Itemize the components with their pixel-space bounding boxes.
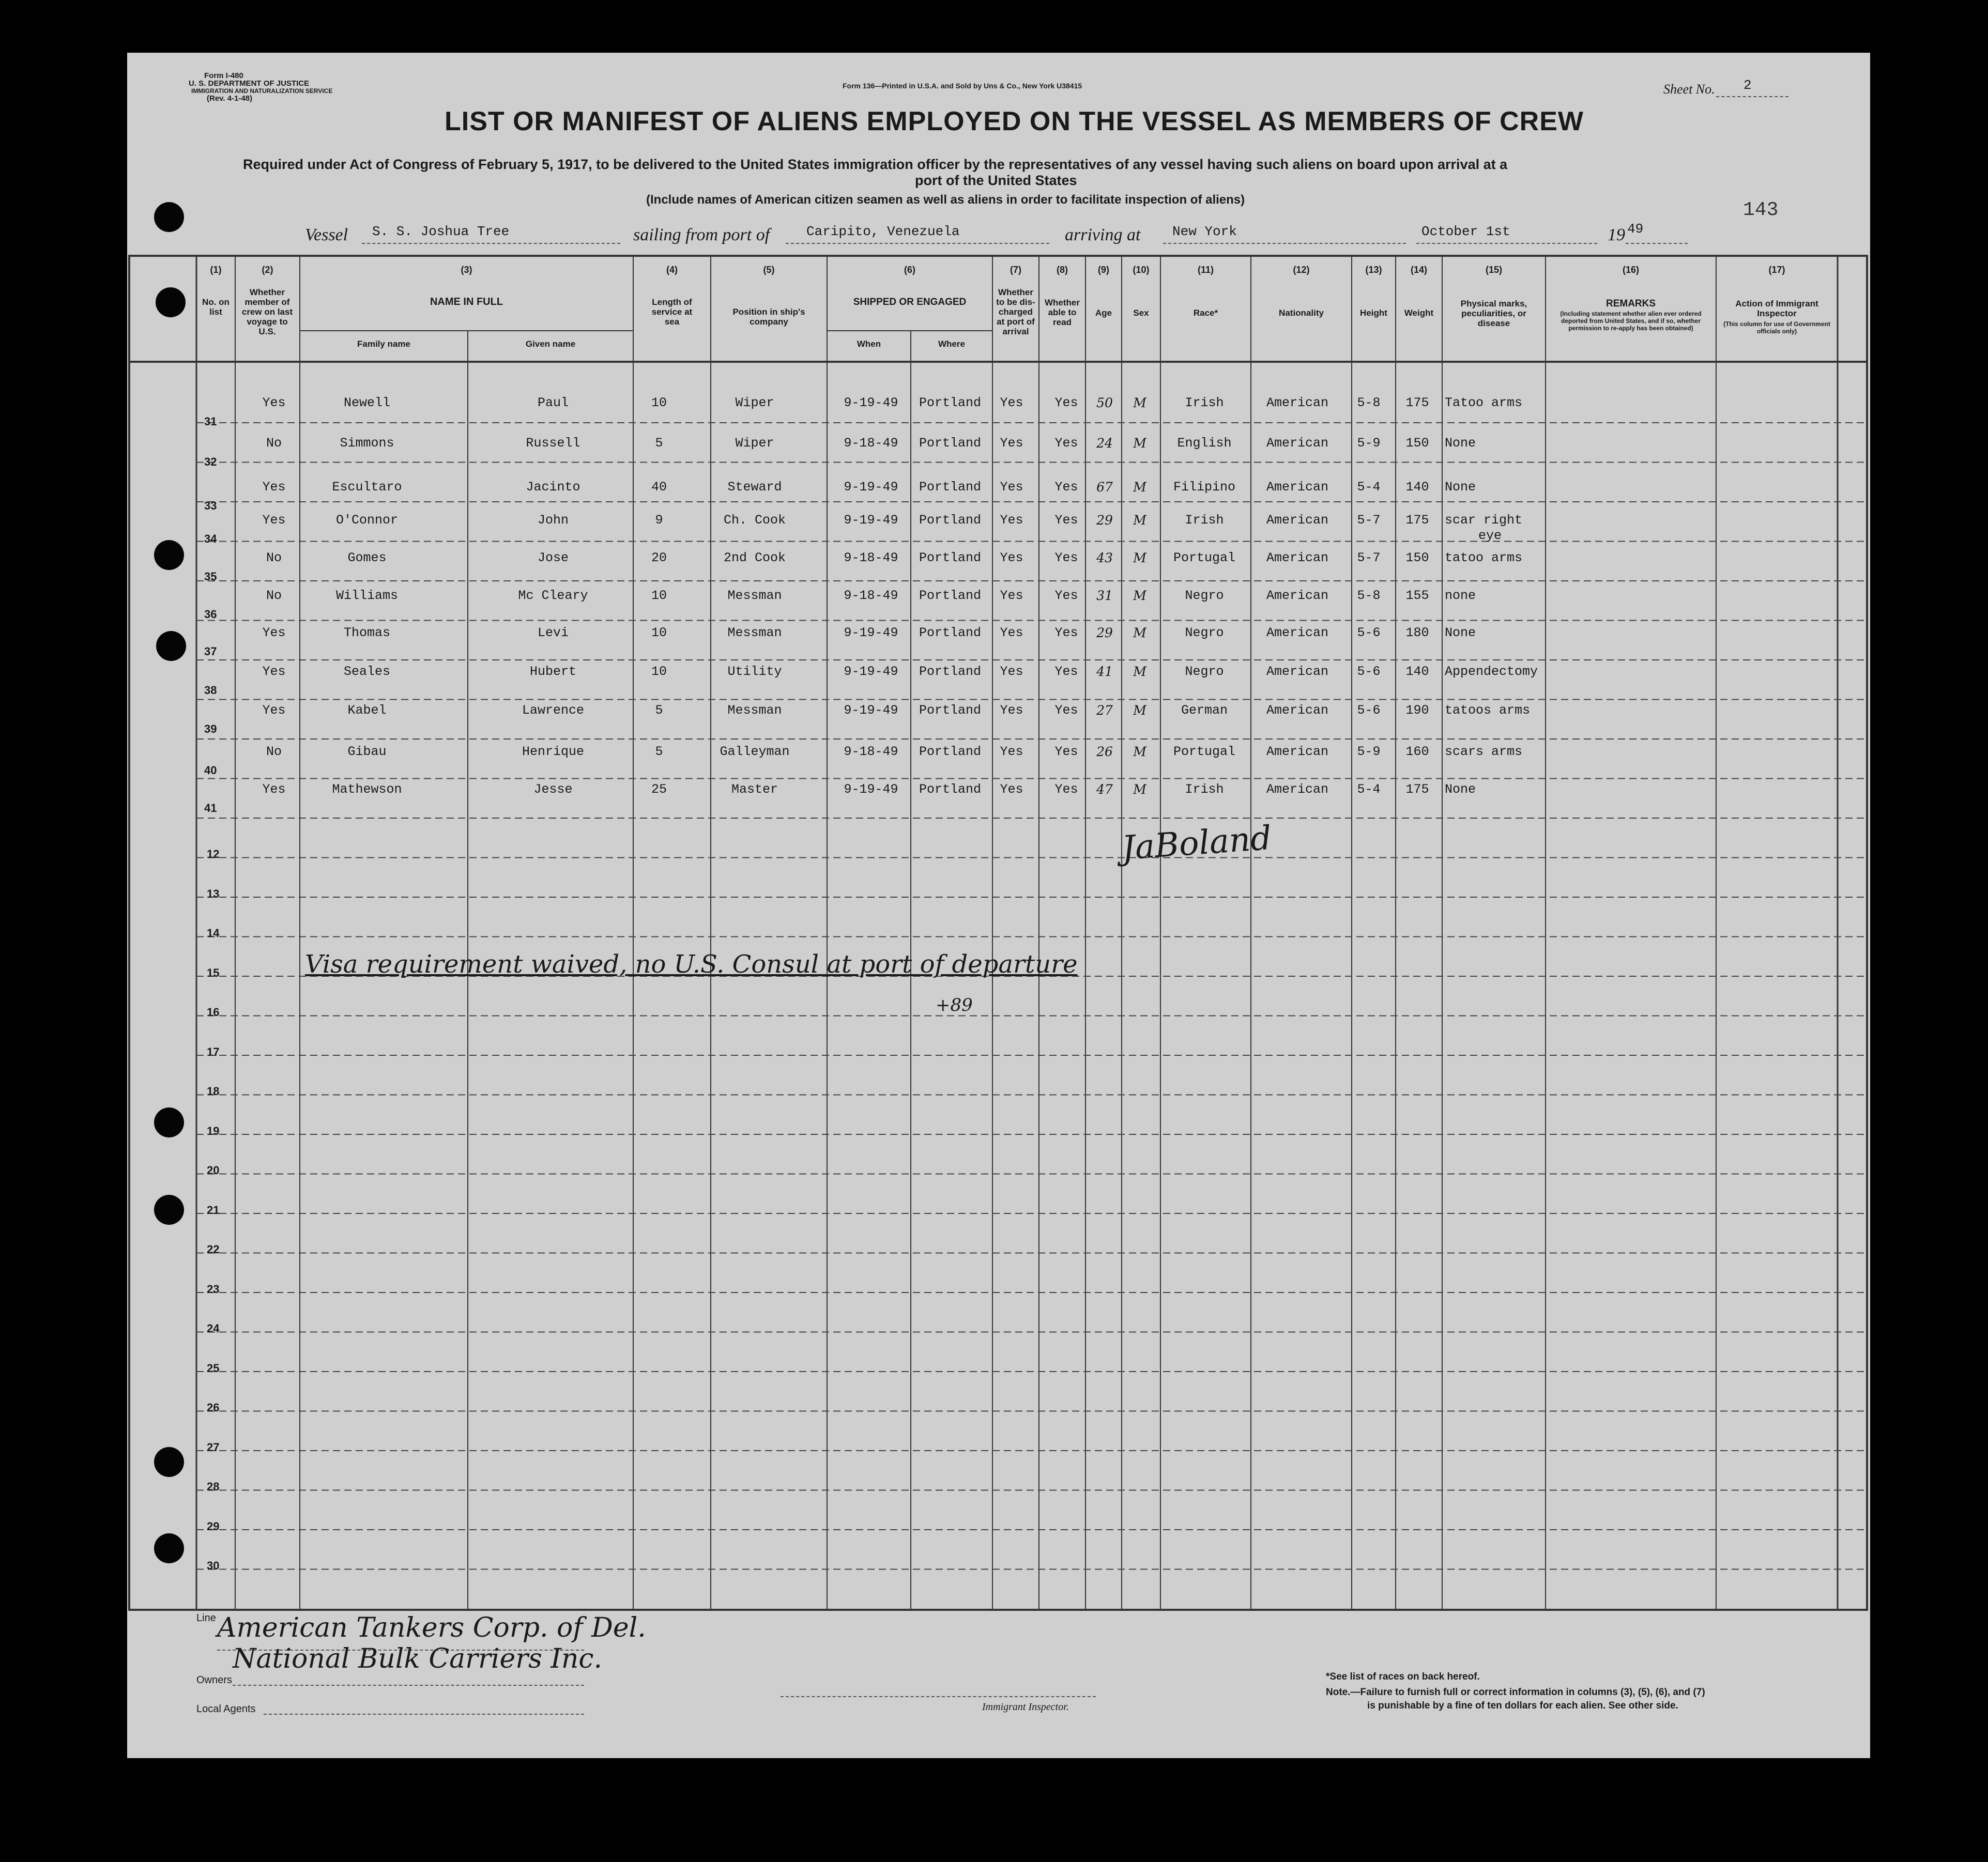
cell-family: Gibau: [347, 744, 387, 759]
cell-discharge: Yes: [1000, 513, 1023, 528]
cell-height: 5-8: [1357, 395, 1381, 410]
printer-line: Form 136—Printed in U.S.A. and Sold by Uns & Co., New York U38415: [843, 82, 1082, 90]
cell-given: Paul: [537, 395, 569, 410]
col-5-number: (5): [763, 265, 775, 275]
row-number: 33: [204, 499, 217, 512]
arrival-port: New York: [1172, 224, 1237, 239]
cell-race: Filipino: [1173, 480, 1236, 495]
col-1-number: (1): [210, 265, 222, 275]
cell-when: 9-19-49: [844, 513, 898, 528]
cell-where: Portland: [919, 782, 982, 797]
empty-row-number: 25: [207, 1361, 220, 1375]
vessel-name: S. S. Joshua Tree: [372, 224, 510, 239]
cell-when: 9-18-49: [844, 436, 898, 451]
cell-age: 41: [1096, 664, 1113, 679]
row-number: 36: [204, 608, 217, 621]
cell-family: Kabel: [347, 703, 387, 718]
cell-read: Yes: [1054, 664, 1078, 679]
cell-read: Yes: [1054, 625, 1078, 640]
cell-marks: None: [1445, 436, 1476, 451]
cell-height: 5-6: [1357, 664, 1381, 679]
empty-row-number: 13: [207, 887, 220, 900]
col-9-number: (9): [1098, 265, 1109, 275]
empty-row-number: 15: [207, 966, 220, 979]
races-note: *See list of races on back hereof.: [1326, 1671, 1480, 1682]
inspector-signature: JaBoland: [1120, 819, 1273, 868]
subtitle-line-2: port of the United States: [915, 173, 1077, 188]
cell-family: Williams: [335, 588, 399, 603]
cell-position: Steward: [727, 480, 782, 495]
empty-row-number: 20: [207, 1164, 220, 1177]
col-16-subheader: (Including statement whether alien ever ordered deported from United States, and if so, whether permission to re-apply has been obtained): [1560, 310, 1702, 332]
cell-where: Portland: [919, 550, 982, 565]
where-header: Where: [938, 339, 965, 349]
cell-weight: 150: [1405, 436, 1429, 451]
cell-marks: scars arms: [1445, 744, 1523, 759]
family-name-header: Family name: [357, 339, 410, 349]
cell-race: English: [1177, 436, 1232, 451]
owners-rule: [233, 1685, 584, 1686]
col-2-header: Whether member of crew on last voyage to U.S.: [241, 287, 293, 336]
col-5-header: Position in ship's company: [732, 307, 805, 327]
cell-given: Lawrence: [522, 703, 585, 718]
cell-sex: M: [1133, 395, 1146, 410]
col-7-header: Whether to be dis-charged at port of arrival: [996, 287, 1035, 336]
cell-sex: M: [1133, 744, 1146, 759]
empty-row-number: 17: [207, 1045, 220, 1058]
cell-weight: 175: [1405, 782, 1429, 797]
col-14-number: (14): [1410, 265, 1427, 275]
row-number: 41: [204, 802, 217, 814]
empty-row-number: 16: [207, 1006, 220, 1019]
empty-row-number: 19: [207, 1124, 220, 1137]
cell-marks: scar right: [1445, 513, 1523, 528]
inspector-label: Immigrant Inspector.: [982, 1701, 1069, 1713]
year-prefix: 19: [1608, 225, 1625, 244]
arrival-date: October 1st: [1421, 224, 1510, 239]
col-15-header: Physical marks, peculiarities, or disease: [1460, 299, 1527, 328]
col-11-number: (11): [1197, 265, 1214, 275]
cell-weight: 150: [1405, 550, 1429, 565]
empty-row-number: 18: [207, 1085, 220, 1098]
cell-nationality: American: [1266, 550, 1329, 565]
cell-when: 9-19-49: [844, 782, 898, 797]
cell-sex: M: [1133, 664, 1146, 679]
col-7-number: (7): [1010, 265, 1021, 275]
cell-sex: M: [1133, 703, 1146, 718]
col-4-header: Length of service at sea: [651, 297, 693, 327]
row-number: 32: [204, 455, 217, 468]
col-17-number: (17): [1768, 265, 1785, 275]
cell-where: Portland: [919, 588, 982, 603]
cell-marks-continued: eye: [1478, 528, 1502, 543]
col-1-header: No. on list: [202, 297, 230, 317]
cell-service: 5: [655, 436, 663, 451]
cell-family: Gomes: [347, 550, 387, 565]
cell-last: No: [266, 436, 282, 451]
cell-nationality: American: [1266, 513, 1329, 528]
form-agency: U. S. DEPARTMENT OF JUSTICE: [189, 79, 310, 88]
col-4-number: (4): [666, 265, 678, 275]
cell-nationality: American: [1266, 782, 1329, 797]
cell-age: 43: [1096, 550, 1113, 565]
when-header: When: [857, 339, 881, 349]
cell-given: Levi: [537, 625, 569, 640]
empty-row-number: 26: [207, 1401, 220, 1414]
cell-height: 5-6: [1357, 625, 1381, 640]
cell-last: Yes: [262, 513, 286, 528]
cell-discharge: Yes: [1000, 588, 1023, 603]
cell-sex: M: [1133, 625, 1146, 640]
cell-nationality: American: [1266, 625, 1329, 640]
col-12-header: Nationality: [1279, 308, 1324, 318]
empty-row-number: 22: [207, 1243, 220, 1256]
agents-label: Local Agents: [196, 1703, 256, 1715]
cell-where: Portland: [919, 703, 982, 718]
col-10-number: (10): [1133, 265, 1150, 275]
cell-position: Ch. Cook: [723, 513, 786, 528]
col-13-header: Height: [1360, 308, 1387, 318]
cell-where: Portland: [919, 513, 982, 528]
row-number: 39: [204, 722, 217, 735]
cell-read: Yes: [1054, 550, 1078, 565]
cell-family: O'Connor: [335, 513, 399, 528]
empty-row-number: 23: [207, 1282, 220, 1296]
cell-weight: 190: [1405, 703, 1429, 718]
page-stamp: 143: [1743, 199, 1779, 221]
agents-rule: [264, 1714, 584, 1715]
cell-given: Jacinto: [526, 480, 580, 495]
cell-height: 5-9: [1357, 744, 1381, 759]
form-service: IMMIGRATION AND NATURALIZATION SERVICE: [191, 87, 333, 95]
cell-when: 9-19-49: [844, 480, 898, 495]
row-number: 38: [204, 684, 217, 697]
cell-position: Wiper: [735, 436, 774, 451]
cell-where: Portland: [919, 395, 982, 410]
cell-height: 5-4: [1357, 480, 1381, 495]
owners-label: Owners: [196, 1674, 232, 1686]
cell-family: Mathewson: [332, 782, 402, 797]
col-16-header: REMARKS: [1605, 298, 1656, 309]
cell-weight: 160: [1405, 744, 1429, 759]
penalty-note-2: is punishable by a fine of ten dollars for each alien. See other side.: [1367, 1700, 1678, 1711]
cell-where: Portland: [919, 664, 982, 679]
col-14-header: Weight: [1404, 308, 1434, 318]
cell-sex: M: [1133, 513, 1146, 528]
empty-row-number: 12: [207, 848, 220, 860]
cell-weight: 140: [1405, 480, 1429, 495]
cell-position: Messman: [727, 703, 782, 718]
cell-given: Henrique: [522, 744, 585, 759]
cell-discharge: Yes: [1000, 625, 1023, 640]
empty-row-number: 24: [207, 1322, 220, 1335]
cell-sex: M: [1133, 782, 1146, 797]
cell-race: Irish: [1185, 513, 1224, 528]
cell-marks: Tatoo arms: [1445, 395, 1523, 410]
col-3-header: NAME IN FULL: [430, 296, 503, 307]
empty-row-number: 14: [207, 927, 220, 940]
cell-race: Negro: [1185, 664, 1224, 679]
cell-marks: Appendectomy: [1445, 664, 1538, 679]
cell-nationality: American: [1266, 588, 1329, 603]
cell-given: Russell: [526, 436, 580, 451]
cell-position: Messman: [727, 625, 782, 640]
col-3-number: (3): [461, 265, 472, 275]
cell-position: Utility: [727, 664, 782, 679]
cell-height: 5-6: [1357, 703, 1381, 718]
cell-race: German: [1181, 703, 1228, 718]
cell-race: Portugal: [1173, 550, 1236, 565]
cell-nationality: American: [1266, 744, 1329, 759]
cell-last: Yes: [262, 480, 286, 495]
cell-where: Portland: [919, 480, 982, 495]
cell-read: Yes: [1054, 513, 1078, 528]
cell-discharge: Yes: [1000, 744, 1023, 759]
cell-when: 9-19-49: [844, 395, 898, 410]
cell-age: 29: [1096, 513, 1113, 528]
cell-height: 5-9: [1357, 436, 1381, 451]
cell-given: Mc Cleary: [518, 588, 588, 603]
cell-last: Yes: [262, 625, 286, 640]
cell-race: Negro: [1185, 625, 1224, 640]
cell-age: 27: [1096, 703, 1113, 718]
cell-read: Yes: [1054, 480, 1078, 495]
cell-family: Simmons: [340, 436, 394, 451]
cell-given: Jose: [537, 550, 569, 565]
cell-last: No: [266, 744, 282, 759]
col-6-number: (6): [904, 265, 915, 275]
cell-given: Jesse: [533, 782, 573, 797]
cell-service: 10: [651, 664, 667, 679]
arrival-year: 49: [1627, 221, 1644, 237]
cell-read: Yes: [1054, 744, 1078, 759]
cell-race: Irish: [1185, 395, 1224, 410]
cell-nationality: American: [1266, 395, 1329, 410]
cell-age: 67: [1096, 480, 1113, 495]
row-number: 34: [204, 532, 217, 545]
col-8-header: Whether able to read: [1045, 298, 1080, 327]
cell-marks: tatoos arms: [1445, 703, 1531, 718]
cell-weight: 175: [1405, 395, 1429, 410]
cell-read: Yes: [1054, 588, 1078, 603]
cell-discharge: Yes: [1000, 664, 1023, 679]
owners-value: National Bulk Carriers Inc.: [233, 1643, 603, 1674]
row-number: 31: [204, 415, 217, 428]
arriving-label: arriving at: [1065, 225, 1141, 244]
cell-position: Galleyman: [720, 744, 790, 759]
col-6-header: SHIPPED OR ENGAGED: [853, 297, 967, 307]
cell-read: Yes: [1054, 782, 1078, 797]
cell-when: 9-19-49: [844, 664, 898, 679]
cell-marks: None: [1445, 782, 1476, 797]
cell-marks: tatoo arms: [1445, 550, 1523, 565]
cell-last: Yes: [262, 703, 286, 718]
cell-age: 50: [1096, 395, 1113, 410]
cell-service: 10: [651, 625, 667, 640]
inspector-rule: [781, 1696, 1096, 1697]
cell-position: Wiper: [735, 395, 774, 410]
cell-when: 9-19-49: [844, 625, 898, 640]
cell-family: Thomas: [343, 625, 390, 640]
cell-service: 25: [651, 782, 667, 797]
cell-service: 5: [655, 744, 663, 759]
cell-service: 40: [651, 480, 667, 495]
col-15-number: (15): [1485, 265, 1502, 275]
cell-read: Yes: [1054, 703, 1078, 718]
cell-sex: M: [1133, 480, 1146, 495]
cell-read: Yes: [1054, 395, 1078, 410]
cell-when: 9-18-49: [844, 550, 898, 565]
line-label: Line: [196, 1612, 216, 1624]
cell-marks: None: [1445, 480, 1476, 495]
subtitle-line-3: (Include names of American citizen seamen as well as aliens in order to facilitate inspection of aliens): [646, 193, 1245, 207]
col-16-number: (16): [1622, 265, 1639, 275]
line-value: American Tankers Corp. of Del.: [217, 1612, 646, 1643]
cell-family: Newell: [343, 395, 390, 410]
cell-age: 47: [1096, 782, 1113, 797]
cell-marks: None: [1445, 625, 1476, 640]
cell-height: 5-7: [1357, 550, 1381, 565]
cell-last: Yes: [262, 782, 286, 797]
cell-nationality: American: [1266, 436, 1329, 451]
cell-family: Escultaro: [332, 480, 402, 495]
cell-sex: M: [1133, 436, 1146, 451]
cell-given: Hubert: [529, 664, 576, 679]
cell-last: Yes: [262, 664, 286, 679]
cell-weight: 140: [1405, 664, 1429, 679]
cell-discharge: Yes: [1000, 436, 1023, 451]
empty-row-number: 28: [207, 1480, 220, 1493]
row-number: 37: [204, 645, 217, 658]
cell-service: 10: [651, 588, 667, 603]
cell-age: 26: [1096, 744, 1113, 759]
cell-last: Yes: [262, 395, 286, 410]
cell-when: 9-19-49: [844, 703, 898, 718]
cell-last: No: [266, 550, 282, 565]
row-number: 40: [204, 764, 217, 777]
cell-age: 24: [1096, 436, 1113, 451]
cell-height: 5-7: [1357, 513, 1381, 528]
cell-service: 5: [655, 703, 663, 718]
form-revision: (Rev. 4-1-48): [207, 94, 253, 103]
cell-race: Irish: [1185, 782, 1224, 797]
visa-initials: +89: [936, 995, 973, 1015]
empty-row-number: 21: [207, 1203, 220, 1217]
cell-age: 29: [1096, 625, 1113, 640]
cell-discharge: Yes: [1000, 703, 1023, 718]
cell-nationality: American: [1266, 703, 1329, 718]
sailing-label: sailing from port of: [633, 225, 770, 244]
cell-discharge: Yes: [1000, 395, 1023, 410]
col-10-header: Sex: [1133, 308, 1149, 318]
sheet-number: 2: [1744, 78, 1752, 93]
departure-port: Caripito, Venezuela: [806, 224, 960, 239]
col-17-header: Action of Immigrant Inspector: [1735, 299, 1818, 318]
cell-race: Portugal: [1173, 744, 1236, 759]
cell-age: 31: [1096, 588, 1113, 603]
cell-service: 10: [651, 395, 667, 410]
cell-weight: 175: [1405, 513, 1429, 528]
cell-weight: 155: [1405, 588, 1429, 603]
cell-position: Messman: [727, 588, 782, 603]
cell-sex: M: [1133, 588, 1146, 603]
cell-height: 5-8: [1357, 588, 1381, 603]
cell-position: 2nd Cook: [723, 550, 786, 565]
cell-when: 9-18-49: [844, 588, 898, 603]
empty-row-number: 27: [207, 1440, 220, 1454]
col-2-number: (2): [262, 265, 273, 275]
manifest-title: LIST OR MANIFEST OF ALIENS EMPLOYED ON THE VESSEL AS MEMBERS OF CREW: [445, 106, 1584, 136]
penalty-note-1: Note.—Failure to furnish full or correct information in columns (3), (5), (6), and (7): [1326, 1687, 1705, 1698]
cell-when: 9-18-49: [844, 744, 898, 759]
cell-sex: M: [1133, 550, 1146, 565]
cell-where: Portland: [919, 625, 982, 640]
cell-read: Yes: [1054, 436, 1078, 451]
cell-nationality: American: [1266, 664, 1329, 679]
empty-row-number: 30: [207, 1559, 220, 1572]
col-13-number: (13): [1365, 265, 1382, 275]
cell-race: Negro: [1185, 588, 1224, 603]
cell-where: Portland: [919, 436, 982, 451]
cell-service: 9: [655, 513, 663, 528]
cell-discharge: Yes: [1000, 550, 1023, 565]
cell-height: 5-4: [1357, 782, 1381, 797]
cell-weight: 180: [1405, 625, 1429, 640]
cell-marks: none: [1445, 588, 1476, 603]
col-8-number: (8): [1057, 265, 1068, 275]
empty-row-number: 29: [207, 1519, 220, 1533]
sheet-label: Sheet No.: [1663, 82, 1715, 97]
cell-discharge: Yes: [1000, 480, 1023, 495]
cell-position: Master: [731, 782, 778, 797]
form-number: Form I-480: [204, 71, 243, 80]
row-number: 35: [204, 570, 217, 583]
cell-family: Seales: [343, 664, 390, 679]
cell-given: John: [537, 513, 569, 528]
col-17-subheader: (This column for use of Government officials only): [1723, 320, 1830, 335]
col-11-header: Race*: [1193, 308, 1218, 318]
given-name-header: Given name: [525, 339, 576, 349]
cell-last: No: [266, 588, 282, 603]
subtitle-line-1: Required under Act of Congress of February 5, 1917, to be delivered to the United States immigration officer by the representatives of any vessel having such aliens on board upon arrival at a: [243, 157, 1508, 172]
col-12-number: (12): [1293, 265, 1310, 275]
cell-discharge: Yes: [1000, 782, 1023, 797]
cell-service: 20: [651, 550, 667, 565]
col-9-header: Age: [1095, 308, 1112, 318]
cell-where: Portland: [919, 744, 982, 759]
cell-nationality: American: [1266, 480, 1329, 495]
visa-note: Visa requirement waived, no U.S. Consul at port of departure: [305, 950, 1078, 979]
vessel-label: Vessel: [305, 225, 348, 244]
